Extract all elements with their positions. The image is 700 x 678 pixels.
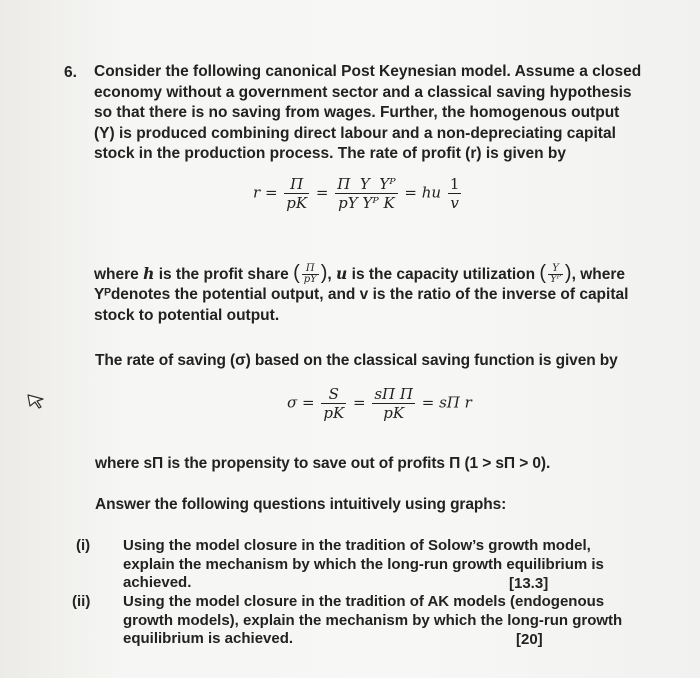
eq1-f3-den: v: [450, 194, 459, 212]
item-ii-line: equilibrium is achieved.: [123, 630, 294, 647]
eq1-fraction-1: [284, 175, 309, 212]
eq1-f3-num: 1: [449, 175, 460, 193]
eq2-equals: =: [352, 393, 366, 412]
paren-open: (: [293, 262, 300, 284]
item-i-line: explain the mechanism by which the long-run growth equilibrium is: [123, 555, 604, 573]
eq1-hu: = hu: [404, 183, 442, 202]
paren-close: ): [320, 262, 328, 284]
definition-line-2: Yᴾdenotes the potential output, and v is the ratio of the inverse of capital: [94, 286, 629, 303]
question-number: 6.: [64, 64, 77, 81]
text: , where: [571, 266, 626, 283]
saving-intro: The rate of saving (σ) based on the classical saving function is given by: [95, 352, 618, 369]
intro-line: so that there is no saving from wages. Further, the homogenous output: [94, 104, 620, 121]
eq1-equals: =: [315, 183, 329, 202]
item-i-line: Using the model closure in the tradition of Solow’s growth model,: [123, 537, 591, 554]
item-ii-line: Using the model closure in the tradition of AK models (endogenous: [123, 593, 605, 610]
profit-share-fraction: [302, 264, 319, 285]
definitions-paragraph: [94, 261, 654, 326]
eq1-f2-num: Π Y Yᴾ: [337, 175, 396, 193]
capacity-utilization-fraction: [548, 264, 563, 285]
eq2-f1-num: S: [321, 385, 346, 404]
frac-num: Π: [302, 264, 319, 275]
eq2-fraction-1: [321, 385, 346, 422]
paren-close: ): [564, 262, 572, 284]
eq1-fraction-3: [448, 175, 462, 212]
text: is the capacity utilization: [347, 266, 540, 283]
var-u: u: [336, 264, 348, 283]
item-i: [123, 537, 643, 593]
eq1-fraction-2: [335, 175, 397, 212]
text: ,: [327, 266, 337, 283]
question-intro: [94, 62, 654, 165]
item-label-ii: (ii): [72, 593, 91, 610]
instruction-line: Answer the following questions intuitively using graphs:: [95, 496, 507, 513]
eq2-fraction-2: [372, 385, 415, 422]
frac-den: Yᴾ: [550, 274, 561, 286]
item-i-marks: [13.3]: [509, 575, 549, 592]
profit-rate-equation: [253, 175, 463, 212]
var-h: h: [143, 264, 155, 283]
eq2-f2-den: pK: [383, 404, 405, 422]
definition-line-1: [94, 261, 654, 285]
item-ii-marks: [20]: [516, 631, 543, 648]
text: is the profit share: [154, 266, 294, 283]
item-ii-line: growth models), explain the mechanism by which the long-run growth: [123, 611, 623, 629]
eq1-f1-num: Π: [284, 175, 309, 194]
propensity-line: where sΠ is the propensity to save out of profits Π (1 > sΠ > 0).: [95, 455, 551, 472]
item-ii: [123, 593, 663, 649]
intro-line: economy without a government sector and a classical saving hypothesis: [94, 83, 632, 101]
intro-line: (Y) is produced combining direct labour and a non-depreciating capital: [94, 124, 616, 142]
frac-den: pY: [303, 274, 317, 286]
intro-line: Consider the following canonical Post Keynesian model. Assume a closed: [94, 63, 642, 80]
eq2-lhs: σ =: [287, 393, 315, 412]
frac-num: Y: [548, 264, 563, 275]
text: where: [94, 266, 144, 283]
intro-line: stock in the production process. The rate of profit (r) is given by: [94, 145, 566, 162]
eq1-f2-den: pY Yᴾ K: [338, 194, 395, 212]
mouse-pointer-icon: [27, 393, 45, 414]
eq2-rhs: = sΠ r: [421, 393, 472, 412]
definition-line-3: stock to potential output.: [94, 306, 280, 324]
eq1-lhs: r =: [253, 183, 278, 202]
eq1-f1-den: pK: [286, 194, 308, 212]
eq2-f2-num: sΠ Π: [374, 385, 413, 403]
item-i-line: achieved.: [123, 574, 192, 591]
eq2-f1-den: pK: [323, 404, 345, 422]
saving-rate-equation: [287, 385, 472, 422]
item-label-i: (i): [76, 537, 91, 554]
paren-open: (: [539, 262, 547, 284]
